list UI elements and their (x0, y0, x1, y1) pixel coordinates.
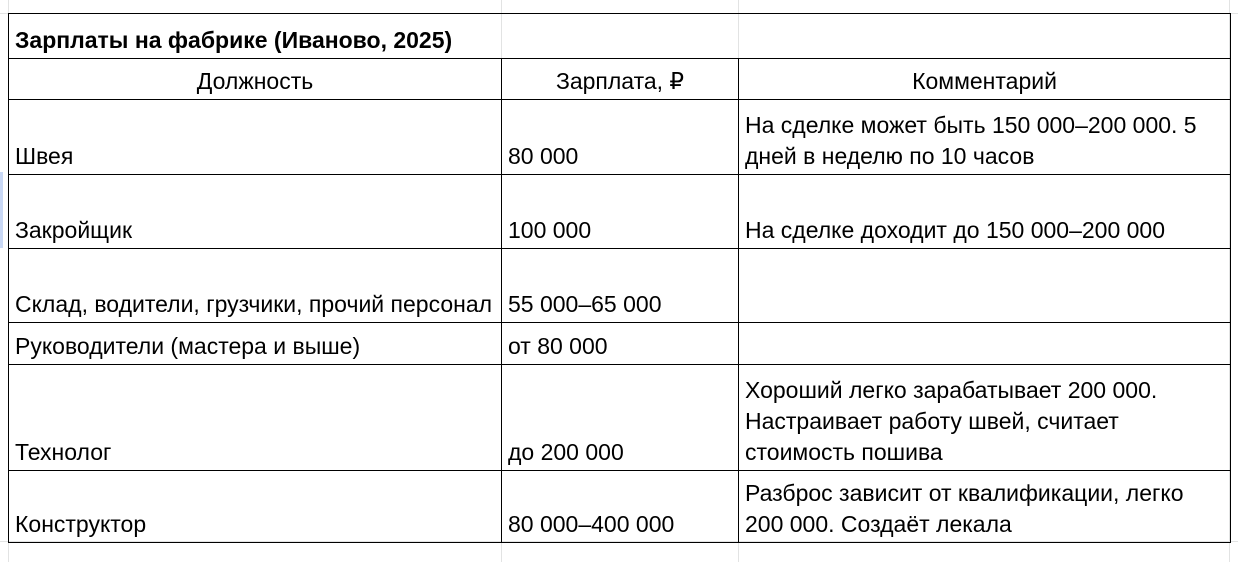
cell-position[interactable]: Закройщик (9, 175, 502, 249)
header-position[interactable]: Должность (9, 59, 502, 100)
cell-position[interactable]: Швея (9, 100, 502, 175)
cell-salary[interactable]: 55 000–65 000 (502, 249, 739, 323)
header-comment[interactable]: Комментарий (739, 59, 1231, 100)
table-title[interactable]: Зарплаты на фабрике (Иваново, 2025) (9, 14, 1231, 59)
cell-comment[interactable]: На сделке доходит до 150 000–200 000 (739, 175, 1231, 249)
header-salary[interactable]: Зарплата, ₽ (502, 59, 739, 100)
table-row (9, 323, 1231, 365)
cell-position[interactable]: Конструктор (9, 471, 502, 543)
cell-position[interactable]: Руководители (мастера и выше) (9, 323, 502, 365)
cell-salary[interactable]: 100 000 (502, 175, 739, 249)
header-row (9, 59, 1231, 100)
table-row (9, 365, 1231, 471)
cell-salary[interactable]: до 200 000 (502, 365, 739, 471)
title-row (9, 14, 1231, 59)
cell-position[interactable]: Технолог (9, 365, 502, 471)
cell-comment[interactable] (739, 323, 1231, 365)
cell-comment[interactable]: Разброс зависит от квалификации, легко 200 000. Создаёт лекала (739, 471, 1231, 543)
cell-position[interactable]: Склад, водители, грузчики, прочий персонал (9, 249, 502, 323)
row-selection-indicator (0, 172, 3, 248)
cell-salary[interactable]: 80 000–400 000 (502, 471, 739, 543)
cell-comment[interactable] (739, 249, 1231, 323)
table-row (9, 175, 1231, 249)
table-row (9, 249, 1231, 323)
table-row (9, 471, 1231, 543)
cell-salary[interactable]: 80 000 (502, 100, 739, 175)
table-row (9, 100, 1231, 175)
cell-comment[interactable]: На сделке может быть 150 000–200 000. 5 дней в неделю по 10 часов (739, 100, 1231, 175)
salary-table (8, 13, 1231, 543)
cell-salary[interactable]: от 80 000 (502, 323, 739, 365)
cell-comment[interactable]: Хороший легко зарабатывает 200 000. Настраивает работу швей, считает стоимость пошива (739, 365, 1231, 471)
